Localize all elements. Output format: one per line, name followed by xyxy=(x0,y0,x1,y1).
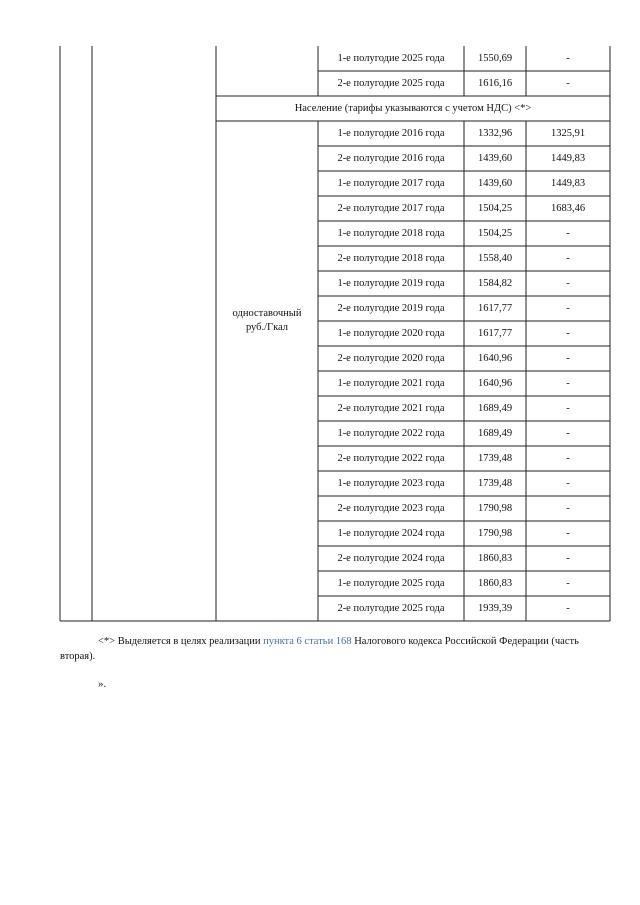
value-cell: 1689,49 xyxy=(477,428,513,439)
second-value-cell: - xyxy=(566,378,570,389)
tariff-type-kind: одноставочный xyxy=(232,308,302,319)
second-value-cell: 1325,91 xyxy=(550,128,586,139)
second-value-cell: - xyxy=(566,303,570,314)
period-cell: 1-е полугодие 2025 года xyxy=(337,53,445,64)
value-cell: 1689,49 xyxy=(477,403,513,414)
period-cell: 1-е полугодие 2019 года xyxy=(337,278,445,289)
second-value-cell: - xyxy=(566,428,570,439)
period-cell: 1-е полугодие 2023 года xyxy=(337,478,445,489)
period-cell: 2-е полугодие 2021 года xyxy=(337,403,445,414)
value-cell: 1558,40 xyxy=(477,253,513,264)
closing-quote: ». xyxy=(98,678,107,690)
period-cell: 1-е полугодие 2021 года xyxy=(337,378,445,389)
period-cell: 2-е полугодие 2019 года xyxy=(337,303,445,314)
second-value-cell: 1683,46 xyxy=(550,203,586,214)
period-cell: 1-е полугодие 2024 года xyxy=(337,528,445,539)
value-cell: 1439,60 xyxy=(477,178,513,189)
period-cell: 1-е полугодие 2025 года xyxy=(337,578,445,589)
value-cell: 1584,82 xyxy=(477,278,513,289)
period-cell: 1-е полугодие 2022 года xyxy=(337,428,445,439)
population-section-header: Население (тарифы указываются с учетом НДС) <*> xyxy=(294,103,532,114)
period-cell: 1-е полугодие 2017 года xyxy=(337,178,445,189)
second-value-cell: - xyxy=(566,78,570,89)
second-value-cell: - xyxy=(566,403,570,414)
period-cell: 2-е полугодие 2020 года xyxy=(337,353,445,364)
footnote-text-end: Налогового кодекса Российской Федерации (часть вторая). xyxy=(60,636,579,662)
period-cell: 1-е полугодие 2020 года xyxy=(337,328,445,339)
value-cell: 1860,83 xyxy=(477,578,513,589)
second-value-cell: - xyxy=(566,253,570,264)
value-cell: 1504,25 xyxy=(477,203,513,214)
second-value-cell: - xyxy=(566,528,570,539)
value-cell: 1504,25 xyxy=(477,228,513,239)
period-cell: 1-е полугодие 2018 года xyxy=(337,228,445,239)
second-value-cell: - xyxy=(566,278,570,289)
tariff-type-unit: руб./Гкал xyxy=(245,322,289,333)
second-value-cell: 1449,83 xyxy=(550,153,586,164)
footnote-text-start: <*> Выделяется в целях реализации xyxy=(98,636,264,647)
second-value-cell: - xyxy=(566,53,570,64)
second-value-cell: - xyxy=(566,603,570,614)
second-value-cell: - xyxy=(566,503,570,514)
period-cell: 2-е полугодие 2017 года xyxy=(337,203,445,214)
second-value-cell: - xyxy=(566,353,570,364)
tax-code-link[interactable]: пункта 6 статьи 168 xyxy=(263,636,352,647)
value-cell: 1550,69 xyxy=(477,53,513,64)
period-cell: 2-е полугодие 2016 года xyxy=(337,153,445,164)
value-cell: 1332,96 xyxy=(477,128,513,139)
period-cell: 2-е полугодие 2023 года xyxy=(337,503,445,514)
period-cell: 2-е полугодие 2025 года xyxy=(337,78,445,89)
value-cell: 1939,39 xyxy=(477,603,513,614)
value-cell: 1860,83 xyxy=(477,553,513,564)
value-cell: 1739,48 xyxy=(477,478,513,489)
period-cell: 2-е полугодие 2024 года xyxy=(337,553,445,564)
period-cell: 2-е полугодие 2022 года xyxy=(337,453,445,464)
second-value-cell: - xyxy=(566,478,570,489)
second-value-cell: - xyxy=(566,553,570,564)
second-value-cell: - xyxy=(566,578,570,589)
value-cell: 1790,98 xyxy=(477,528,513,539)
value-cell: 1790,98 xyxy=(477,503,513,514)
tariff-type-label xyxy=(216,307,318,335)
value-cell: 1640,96 xyxy=(477,353,513,364)
footnote xyxy=(60,634,612,664)
period-cell: 1-е полугодие 2016 года xyxy=(337,128,445,139)
value-cell: 1617,77 xyxy=(477,303,513,314)
second-value-cell: - xyxy=(566,453,570,464)
value-cell: 1616,16 xyxy=(477,78,513,89)
value-cell: 1439,60 xyxy=(477,153,513,164)
second-value-cell: 1449,83 xyxy=(550,178,586,189)
second-value-cell: - xyxy=(566,228,570,239)
period-cell: 2-е полугодие 2018 года xyxy=(337,253,445,264)
value-cell: 1739,48 xyxy=(477,453,513,464)
second-value-cell: - xyxy=(566,328,570,339)
period-cell: 2-е полугодие 2025 года xyxy=(337,603,445,614)
value-cell: 1617,77 xyxy=(477,328,513,339)
value-cell: 1640,96 xyxy=(477,378,513,389)
